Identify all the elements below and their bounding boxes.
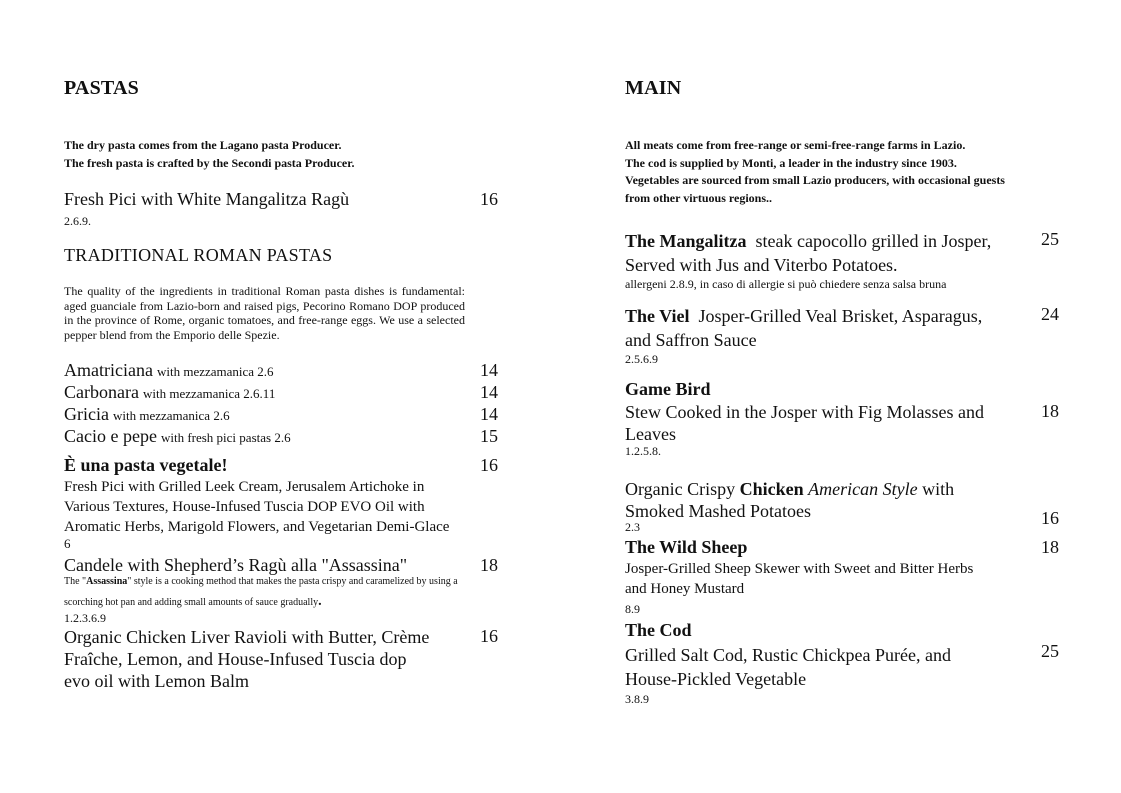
pastas-intro-line: The dry pasta comes from the Lagano pasta Producer. <box>64 138 342 152</box>
dish-vegetale-desc: Fresh Pici with Grilled Leek Cream, Jerusalem Artichoke in Various Textures, House-Infused Tuscia DOP EVO Oil with Aromatic Herbs, Marigold Flowers, and Vegetarian Demi-Glace <box>64 479 450 535</box>
dish-sheep-title: The Wild Sheep <box>625 537 748 557</box>
dish-mangalitza-allergens: allergeni 2.8.9, in caso di allergie si può chiedere senza salsa bruna <box>625 277 947 291</box>
dish-candele-price: 18 <box>480 555 498 575</box>
dish-line: Leaves <box>625 424 676 444</box>
dish-vegetale-name: È una pasta vegetale! <box>64 455 228 475</box>
dish-line: Josper-Grilled Sheep Skewer with Sweet and Bitter Herbs <box>625 561 974 577</box>
dish-gamebird-title: Game Bird <box>625 379 711 399</box>
dish-vegetale-price: 16 <box>480 455 498 475</box>
dish-amatriciana-price: 14 <box>480 360 498 380</box>
dish-line: Served with Jus and Viterbo Potatoes. <box>625 255 898 275</box>
main-intro-line: All meats come from free-range or semi-free-range farms in Lazio. <box>625 138 966 152</box>
dish-line: and Honey Mustard <box>625 581 745 597</box>
dish-ravioli-price: 16 <box>480 626 498 646</box>
dish-name-bold: Chicken <box>739 479 804 499</box>
dish-detail: with fresh pici pastas 2.6 <box>160 430 291 445</box>
dish-line <box>625 229 991 253</box>
dish-cod-allergens: 3.8.9 <box>625 692 649 706</box>
dish-name-bold: The Mangalitza <box>625 231 747 251</box>
dish-carbonara <box>64 382 275 403</box>
dish-cod-title: The Cod <box>625 620 692 640</box>
dish-ravioli-name <box>64 626 429 692</box>
dish-candele-name: Candele with Shepherd’s Ragù alla "Assassina" <box>64 555 408 575</box>
dish-viel-price: 24 <box>1041 304 1059 324</box>
dish-detail: with mezzamanica 2.6.11 <box>142 386 276 401</box>
dish-candele-allergens: 1.2.3.6.9 <box>64 611 106 625</box>
main-intro-line: The cod is supplied by Monti, a leader in the industry since 1903. <box>625 155 957 170</box>
dish-line <box>625 478 954 500</box>
note-text: The " <box>64 576 87 587</box>
dish-name-rest: steak capocollo grilled in Josper, <box>746 231 992 251</box>
dish-vegetale-allergens: 6 <box>64 536 71 551</box>
dish-line <box>625 304 982 328</box>
dish-name-rest: Josper-Grilled Veal Brisket, Asparagus, <box>689 306 983 326</box>
traditional-intro: The quality of the ingredients in traditional Roman pasta dishes is fundamental: aged guanciale from Lazio-born and raised pigs, Pecorino Romano DOP produced in the province of Rome, organic tomatoes, and free-range eggs. We use a selected pepper blend from the Emporio delle Spezie. <box>64 284 465 342</box>
dish-cod-price: 25 <box>1041 641 1059 661</box>
dish-line: Organic Chicken Liver Ravioli with Butter, Crème <box>64 627 430 647</box>
pastas-title: PASTAS <box>64 77 139 99</box>
pastas-intro <box>64 137 484 172</box>
dish-cacio-e-pepe <box>64 426 291 447</box>
dish-name: Carbonara <box>64 382 139 402</box>
dish-chicken <box>625 478 954 522</box>
main-intro-line: from other virtuous regions.. <box>625 190 772 205</box>
dish-gricia <box>64 404 230 425</box>
main-intro <box>625 137 1075 207</box>
dish-line: and Saffron Sauce <box>625 330 757 350</box>
pastas-intro-line: The fresh pasta is crafted by the Secondi pasta Producer. <box>64 155 355 170</box>
dish-line: Smoked Mashed Potatoes <box>625 501 811 521</box>
dish-cacio-price: 15 <box>480 426 498 446</box>
dish-chicken-price: 16 <box>1041 508 1059 528</box>
dish-sheep-desc <box>625 559 1035 599</box>
dish-line: Fraîche, Lemon, and House-Infused Tuscia dop <box>64 649 407 669</box>
dish-gamebird-allergens: 1.2.5.8. <box>625 444 661 458</box>
dish-name-bold: The Viel <box>625 306 690 326</box>
dish-pici-allergens: 2.6.9. <box>64 214 91 228</box>
dish-pici-price: 16 <box>480 189 498 209</box>
dish-cod-desc <box>625 643 951 691</box>
traditional-title: TRADITIONAL ROMAN PASTAS <box>64 245 333 265</box>
dish-detail: with mezzamanica 2.6 <box>156 364 274 379</box>
dish-text: Organic Crispy <box>625 479 740 499</box>
note-text: " style is a cooking method that makes the pasta crispy and caramelized by using a scorching hot pan and adding small amounts of sauce gradually <box>64 576 458 608</box>
dish-name: Cacio e pepe <box>64 426 157 446</box>
dish-name: Gricia <box>64 404 109 424</box>
dish-gamebird-desc <box>625 401 984 445</box>
dish-line: Stew Cooked in the Josper with Fig Molasses and <box>625 402 984 422</box>
main-intro-line: Vegetables are sourced from small Lazio producers, with occasional guests <box>625 173 1005 187</box>
main-title: MAIN <box>625 77 682 99</box>
dish-line: Grilled Salt Cod, Rustic Chickpea Purée, and <box>625 645 951 665</box>
note-dot: . <box>318 594 322 609</box>
dish-pici-name: Fresh Pici with White Mangalitza Ragù <box>64 189 350 209</box>
dish-mangalitza <box>625 229 991 277</box>
dish-name: Amatriciana <box>64 360 153 380</box>
dish-line: evo oil with Lemon Balm <box>64 671 249 691</box>
dish-carbonara-price: 14 <box>480 382 498 402</box>
dish-detail: with mezzamanica 2.6 <box>112 408 230 423</box>
dish-viel-allergens: 2.5.6.9 <box>625 352 658 366</box>
note-bold: Assassina <box>86 576 128 587</box>
dish-mangalitza-price: 25 <box>1041 229 1059 249</box>
dish-viel <box>625 304 982 352</box>
dish-name-italic: American Style <box>808 479 918 499</box>
dish-sheep-price: 18 <box>1041 537 1059 557</box>
dish-gamebird-price: 18 <box>1041 401 1059 421</box>
dish-gricia-price: 14 <box>480 404 498 424</box>
dish-line: House-Pickled Vegetable <box>625 669 807 689</box>
dish-candele-note <box>64 572 466 613</box>
dish-amatriciana <box>64 360 274 381</box>
dish-chicken-allergens: 2.3 <box>625 520 640 534</box>
dish-text: with <box>917 479 955 499</box>
dish-sheep-allergens: 8.9 <box>625 602 640 616</box>
